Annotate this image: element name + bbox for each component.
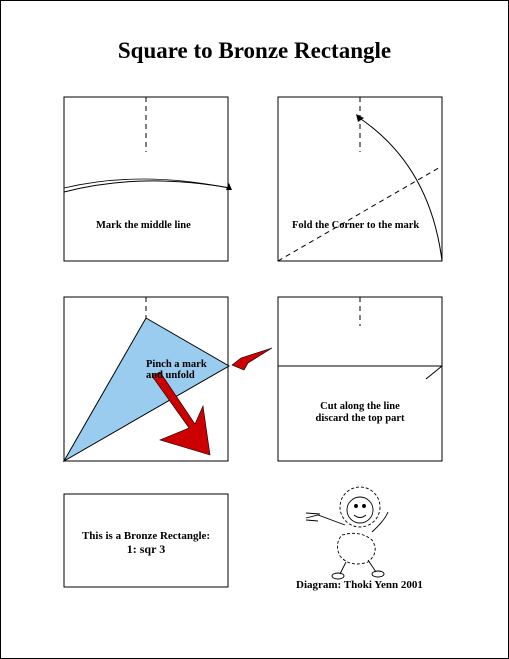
step-3-caption-line2: and unfold bbox=[146, 370, 195, 381]
result-caption-line1: This is a Bronze Rectangle: bbox=[81, 530, 211, 542]
step-2-caption: Fold the Corner to the mark bbox=[292, 220, 420, 231]
result-caption-line2: 1: sqr 3 bbox=[126, 542, 166, 556]
step-1-caption: Mark the middle line bbox=[96, 220, 191, 231]
step-3-caption-line1: Pinch a mark bbox=[146, 359, 207, 370]
page-title: Square to Bronze Rectangle bbox=[117, 38, 392, 63]
step-4-square bbox=[278, 297, 442, 461]
step-4-caption-line1: Cut along the line bbox=[320, 401, 400, 412]
cartoon-figure bbox=[306, 487, 388, 579]
diagram-credit: Diagram: Thoki Yenn 2001 bbox=[296, 579, 423, 591]
step-1-panel bbox=[64, 97, 232, 261]
step-2-square bbox=[278, 97, 442, 261]
step-2-panel bbox=[278, 97, 442, 261]
step-3-pinch-arrow bbox=[232, 348, 272, 370]
step-4-caption-line2: discard the top part bbox=[315, 413, 405, 424]
step-4-panel bbox=[278, 297, 442, 461]
